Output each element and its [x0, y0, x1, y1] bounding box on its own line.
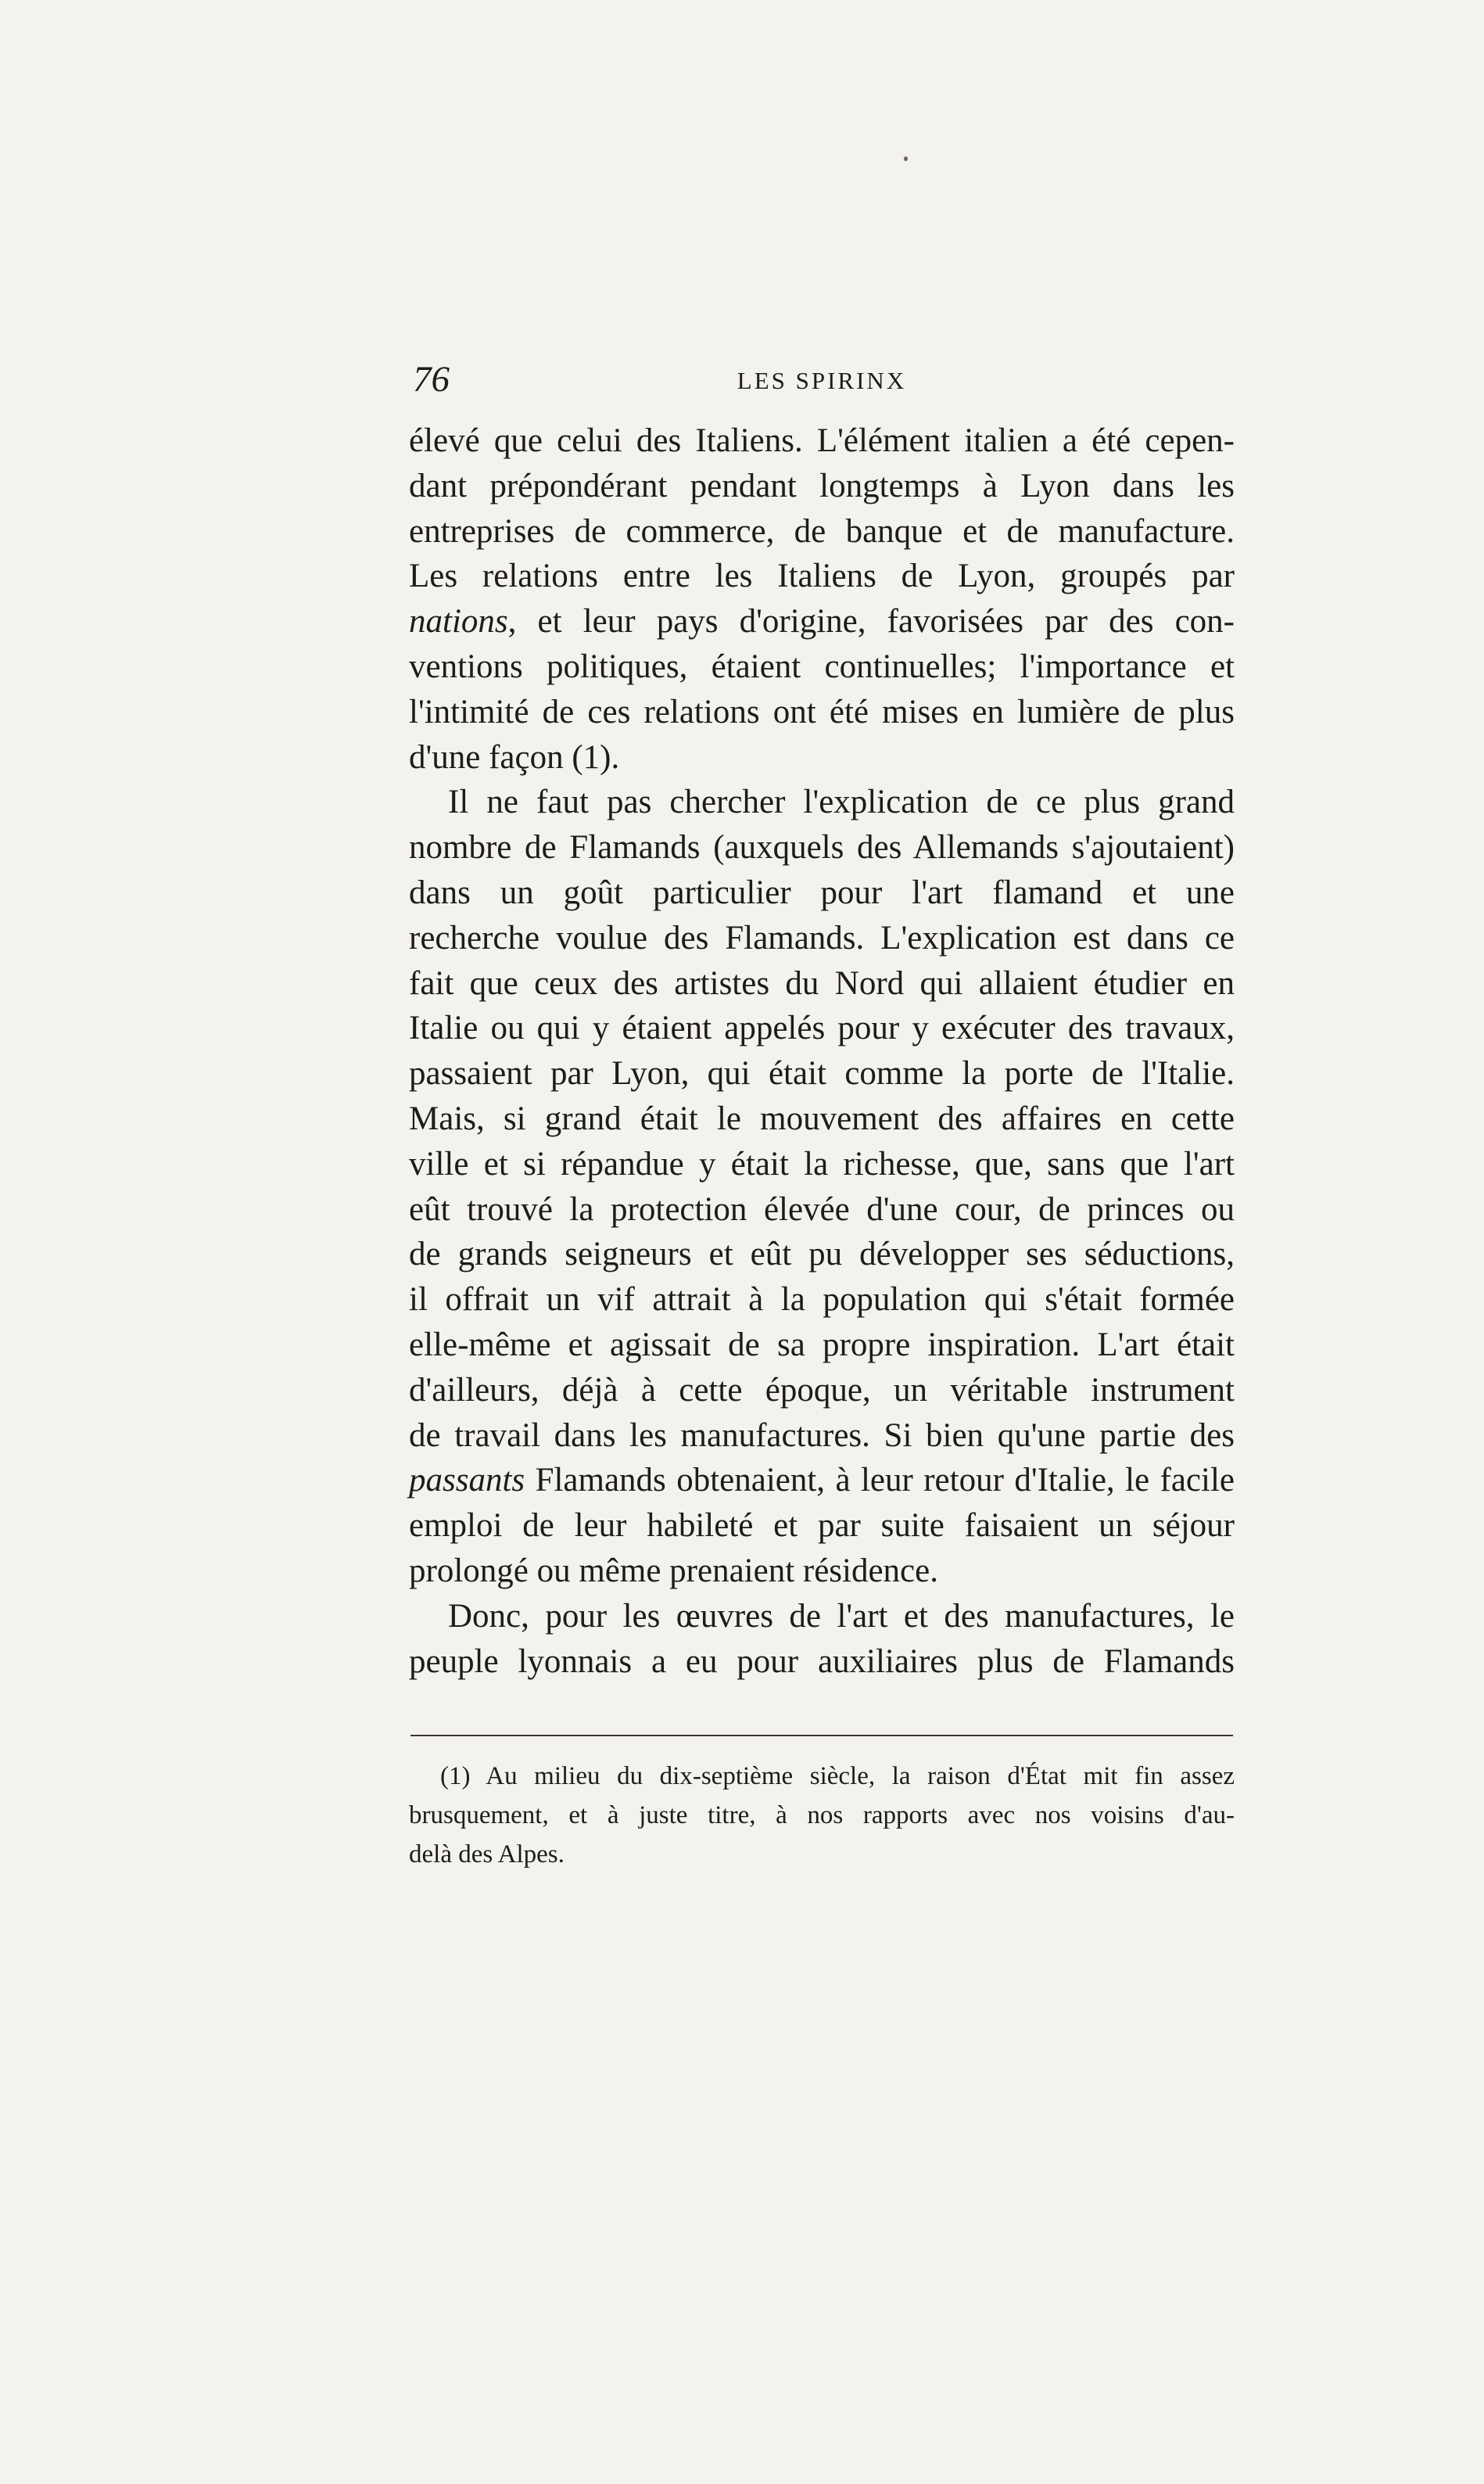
- text-line: fait que ceux des artistes du Nord qui allaient étudier en: [409, 964, 1235, 1002]
- text-line: Mais, si grand était le mouvement des affaires en cette: [409, 1100, 1235, 1137]
- footnote-line: (1) Au milieu du dix-septième siècle, la raison d'État mit fin assez: [440, 1762, 1235, 1790]
- page-number: 76: [413, 359, 450, 400]
- text-line: ville et si répandue y était la richesse, que, sans que l'art: [409, 1145, 1235, 1183]
- text-line: dant prépondérant pendant longtemps à Lyon dans les: [409, 467, 1235, 504]
- text-line-rest: , et leur pays d'origine, favorisées par des con-: [507, 603, 1235, 641]
- text-line: nombre de Flamands (auxquels des Allemands s'ajoutaient): [409, 829, 1235, 867]
- page-header: [413, 356, 1231, 403]
- text-line-rest: Flamands obtenaient, à leur retour d'Italie, le facile: [525, 1462, 1235, 1499]
- footnote-line: delà des Alpes.: [409, 1840, 565, 1868]
- text-line: de grands seigneurs et eût pu développer ses séductions,: [409, 1236, 1235, 1273]
- text-line: elle-même et agissait de sa propre inspiration. L'art était: [409, 1326, 1235, 1363]
- text-line: [409, 599, 1235, 644]
- ink-speck: [904, 156, 908, 161]
- text-line: dans un goût particulier pour l'art flamand et une: [409, 874, 1235, 911]
- running-title: LES SPIRINX: [737, 367, 907, 394]
- text-line: il offrait un vif attrait à la population qui s'était formée: [409, 1281, 1235, 1319]
- text-line: prolongé ou même prenaient résidence.: [409, 1552, 938, 1589]
- italic-word: passants: [409, 1462, 525, 1499]
- text-line: peuple lyonnais a eu pour auxiliaires plus de Flamands: [409, 1642, 1235, 1680]
- italic-word: nations: [409, 603, 508, 641]
- text-line: l'intimité de ces relations ont été mises en lumière de plus: [409, 693, 1235, 730]
- text-line: d'une façon (1).: [409, 738, 620, 776]
- text-line: Italie ou qui y étaient appelés pour y exécuter des travaux,: [409, 1010, 1235, 1047]
- text-line: élevé que celui des Italiens. L'élément italien a été cepen-: [409, 422, 1235, 459]
- text-line: Il ne faut pas chercher l'explication de ce plus grand: [448, 784, 1235, 821]
- footnote: [409, 1757, 1235, 1874]
- text-line: ventions politiques, étaient continuelles; l'importance et: [409, 648, 1235, 685]
- text-line: passaient par Lyon, qui était comme la porte de l'Italie.: [409, 1055, 1235, 1093]
- text-line: de travail dans les manufactures. Si bien qu'une partie des: [409, 1416, 1235, 1454]
- text-line: emploi de leur habileté et par suite faisaient un séjour: [409, 1507, 1235, 1545]
- text-line: Les relations entre les Italiens de Lyon, groupés par: [409, 558, 1235, 595]
- text-line: [409, 1458, 1235, 1503]
- text-line: recherche voulue des Flamands. L'explication est dans ce: [409, 919, 1235, 957]
- body-text: [409, 418, 1235, 1684]
- text-line: eût trouvé la protection élevée d'une cour, de princes ou: [409, 1190, 1235, 1228]
- text-line: d'ailleurs, déjà à cette époque, un véritable instrument: [409, 1371, 1235, 1409]
- text-line: entreprises de commerce, de banque et de manufacture.: [409, 512, 1235, 550]
- footnote-line: brusquement, et à juste titre, à nos rapports avec nos voisins d'au-: [409, 1801, 1235, 1829]
- footnote-divider: [410, 1735, 1233, 1736]
- text-line: Donc, pour les œuvres de l'art et des manufactures, le: [448, 1597, 1235, 1635]
